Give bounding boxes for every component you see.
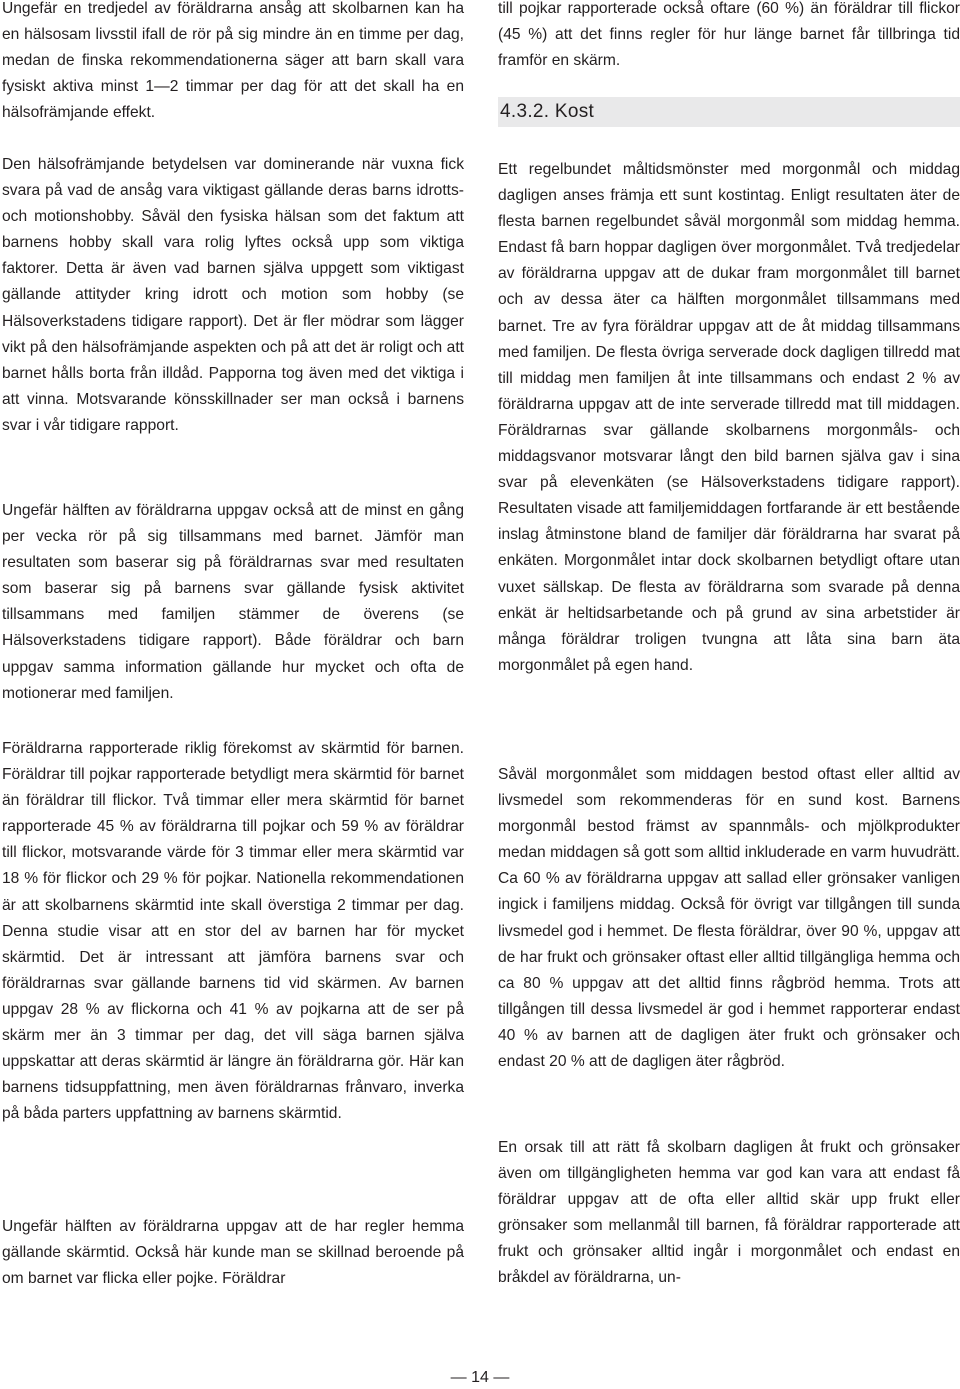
paragraph-family-activity: Ungefär hälften av föräldrarna uppgav också att de minst en gång per vecka rör på sig tillsammans med barnet. Jämför man resultaten som baserar sig på föräldrarnas svar med resultaten som baserar sig på barnens svar gällande fysisk aktivitet tillsammans med familjen stämmer de överens (se Hälsoverkstadens tidigare rapport). Både föräldrar och barn uppgav samma information gällande hur mycket och ofta de motionerar med familjen. (2, 502, 464, 702)
paragraph-fruit-vegetables: En orsak till att rätt få skolbarn dagligen åt frukt och grönsaker även om tillgängligheten hemma var god kan vara att endast få föräldrar uppgav att de ofta eller alltid skär upp frukt eller grönsaker som mellanmål till barnen, få föräldrar rapporterade att frukt och grönsaker alltid ingår i morgonmålet och endast en bråkdel av föräldrarna, un- (498, 1139, 960, 1287)
section-heading: 4.3.2. Kost (498, 97, 960, 127)
paragraph-screen-rules-continued: till pojkar rapporterade också oftare (60 %) än föräldrar till flickor (45 %) att det finns regler för hur länge barnet får tillbringa tid framför en skärm. (498, 0, 960, 70)
paragraph-meal-patterns: Ett regelbundet måltidsmönster med morgonmål och middag dagligen anses främja ett sunt kostintag. Enligt resultaten äter de flesta barnen regelbundet såväl morgonmål som middag hemma. Endast få barn hoppar dagligen över morgonmålet. Två tredjedelar av föräldrarna uppgav att de dukar fram morgonmålet till barnet och av dessa äter ca hälften morgonmålet tillsammans med barnet. Tre av fyra föräldrar uppgav att de åt middag tillsammans med familjen. De flesta övriga serverade dock dagligen tillredd mat till middag men familjen åt inte tillsammans och endast 2 % av föräldrarna uppgav att de inte serverade tillredd mat till middagen. Föräldrarnas svar gällande skolbarnens morgonmåls- och middagsvanor motsvarar långt den bild barnen själva gav i sina svar på elevenkäten (se Hälsoverkstadens tidigare rapport). Resultaten visade att familjemiddagen fortfarande är ett bestående inslag åtminstone bland de familjer där föräldrarna har svarat på enkäten. Morgonmålet intar dock skolbarnen betydligt oftare utan vuxet sällskap. De flesta av föräldrarna som svarade på denna enkät är heltidsarbetande och på grund av sina arbetstider är många föräldrar troligen tvungna att låta sina barn äta morgonmålet på egen hand. (498, 161, 960, 674)
paragraph-screen-rules: Ungefär hälften av föräldrarna uppgav att de har regler hemma gällande skärmtid. Också här kunde man se skillnad beroende på om barnet var flicka eller pojke. Föräldrar (2, 1218, 464, 1288)
paragraph-screen-time: Föräldrarna rapporterade riklig förekomst av skärmtid för barnen. Föräldrar till pojkar rapporterade betydligt mera skärmtid för barnet än föräldrar till flickor. Två timmar eller mera skärmtid för barnet rapporterade 45 % av föräldrarna till pojkar och 59 % av föräldrar till flickor, motsvarande värde för 3 timmar eller mera skärmtid var 18 % för flickor och 29 % för pojkar. Nationella rekommendationen är att skolbarnens skärmtid inte skall överstiga 2 timmar per dag. Denna studie visar att en stor del av barnen har för mycket skärmtid. Det är intressant att jämföra barnens svar och föräldrarnas svar gällande barnens tid vid skärmen. Av barnen uppgav 28 % av flickorna och 41 % av pojkarna att de ser på skärm mer än 3 timmar per dag, det vill säga barnen själva uppskattar att deras skärmtid är längre än föräldrarna gör. Här kan barnens tidsuppfattning, men även föräldrarnas frånvaro, inverka på båda parters uppfattning av barnens skärmtid. (2, 740, 464, 1123)
paragraph-activity-recommendation: Ungefär en tredjedel av föräldrarna ansåg att skolbarnen kan ha en hälsosam livsstil ifall de rör på sig mindre än en timme per dag, medan de finska rekommendationerna säger att barn skall vara fysiskt aktiva minst 1—2 timmar per dag för att det skall ha en hälsofrämjande effekt. (2, 0, 464, 122)
paragraph-health-importance: Den hälsofrämjande betydelsen var dominerande när vuxna fick svara på vad de ansåg vara viktigast gällande deras barns idrotts- och motionshobby. Såväl den fysiska hälsan som det faktum att barnens hobby skall vara rolig lyftes också upp som viktiga faktorer. Detta är även vad barnen själva uppgett som viktigast gällande attityder kring idrott och motion som hobby (se Hälsoverkstadens tidigare rapport). Det är fler mödrar som lägger vikt på den hälsofrämjande aspekten och på att det är roligt och att barnet hålls borta från illdåd. Papporna tog även med det viktiga i att vinna. Motsvarande könsskillnader ser man också i barnens svar i vår tidigare rapport. (2, 156, 464, 434)
paragraph-food-content: Såväl morgonmålet som middagen bestod oftast eller alltid av livsmedel som rekommenderas för en sund kost. Barnens morgonmål bestod främst av spannmåls- och mjölkprodukter medan middagen så gott som alltid inkluderade en varm huvudrätt. Ca 60 % av föräldrarna uppgav att sallad eller grönsaker vanligen ingick i familjens middag. Också för övrigt var tillgången till sunda livsmedel god i hemmet. De flesta föräldrar, över 90 %, uppgav att de har frukt och grönsaker oftast eller alltid tillgängliga hemma och ca 80 % uppgav att det alltid finns rågbröd hemma. Trots att tillgången till dessa livsmedel är god i hemmet rapporterar endast 40 % av barnen att de dagligen äter frukt och grönsaker och endast 20 % att de dagligen äter rågbröd. (498, 766, 960, 1071)
page-number: — 14 — (450, 1369, 510, 1386)
